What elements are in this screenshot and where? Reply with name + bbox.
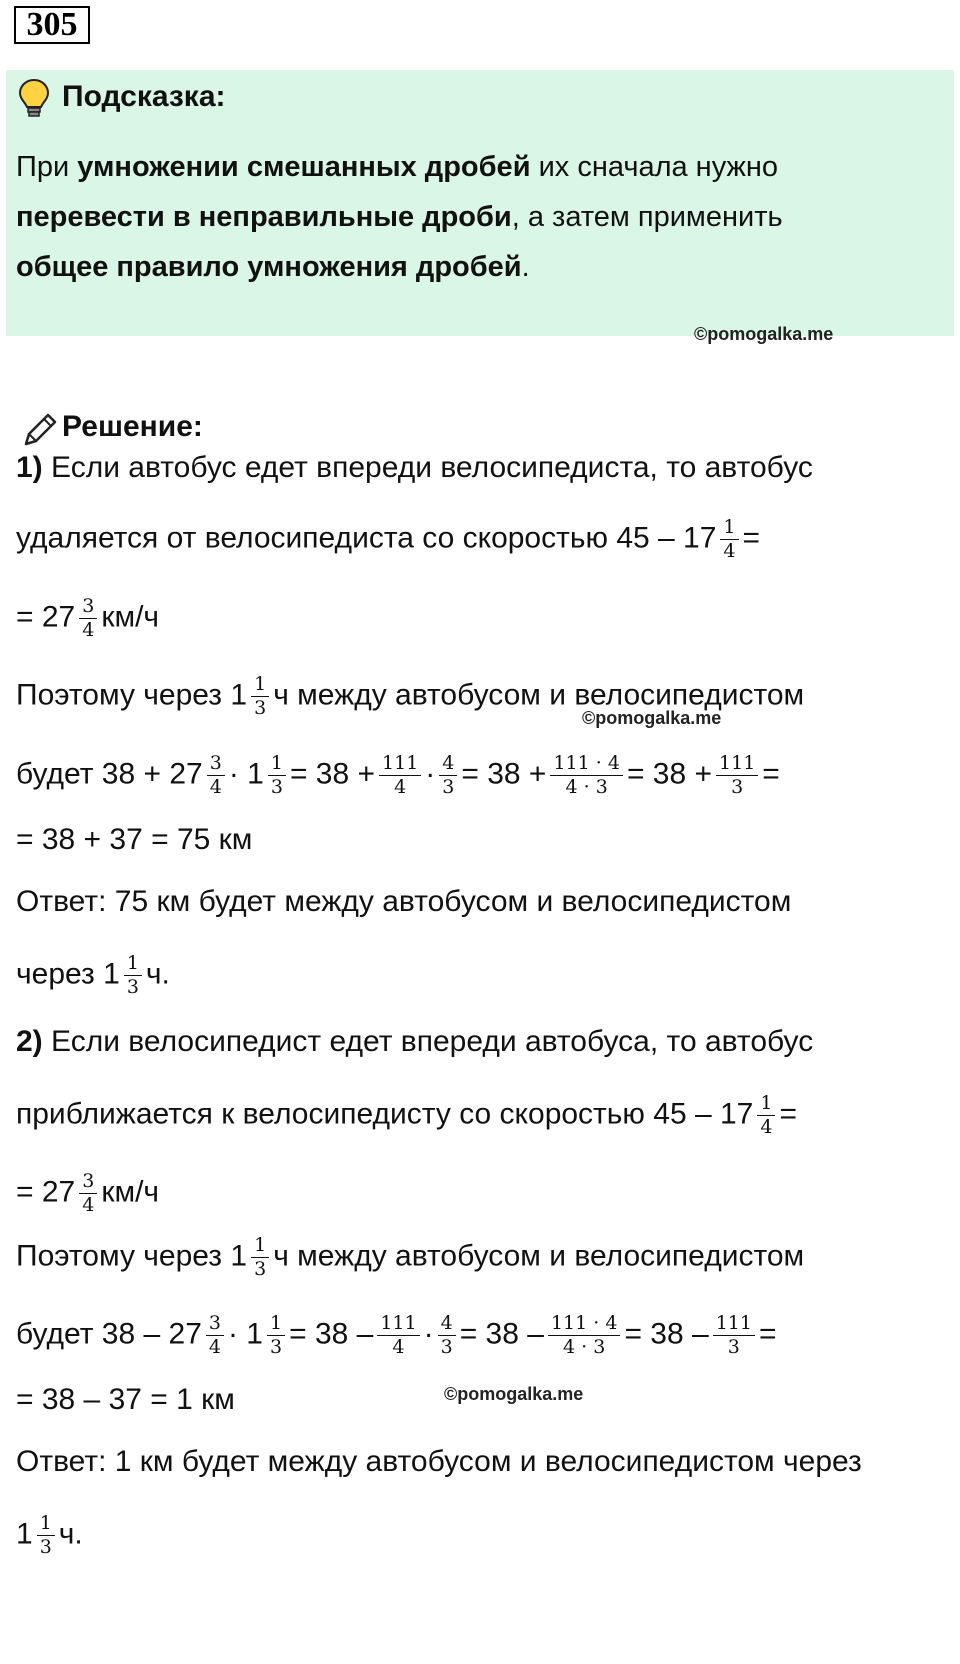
text-segment: = 27 [16, 600, 76, 634]
denominator: 4 [392, 1336, 405, 1358]
text-segment: перевести в неправильные дроби [16, 201, 512, 233]
denominator: 3 [39, 1536, 52, 1558]
fraction [720, 516, 738, 563]
denominator: 3 [254, 1258, 267, 1280]
fraction [438, 1312, 456, 1359]
part2-answer2 [16, 1512, 83, 1559]
text-segment: Если велосипедист едет впереди автобуса, то автобус [42, 1025, 814, 1058]
fraction [550, 752, 622, 799]
fraction [757, 1092, 775, 1139]
denominator: 3 [727, 1336, 740, 1358]
text-segment: · [423, 1317, 434, 1351]
denominator: 3 [440, 1336, 453, 1358]
denominator: 3 [254, 697, 267, 719]
denominator: 4 · 3 [563, 1336, 606, 1358]
numerator: 3 [79, 1170, 97, 1194]
text-segment [16, 242, 783, 292]
part1-answer2 [16, 952, 170, 999]
numerator: 3 [206, 1312, 224, 1336]
fraction [124, 952, 142, 999]
denominator: 4 [82, 1194, 95, 1216]
fraction [379, 752, 421, 799]
denominator: 4 [209, 776, 222, 798]
denominator: 4 [82, 619, 95, 641]
text-segment: удаляется от велосипедиста со скоростью 45 – 17 [16, 521, 717, 555]
text-segment: = [758, 1317, 777, 1351]
part1-line3 [16, 595, 159, 642]
fraction [267, 1312, 285, 1359]
denominator: 3 [442, 776, 455, 798]
fraction [207, 752, 225, 799]
lightbulb-icon [18, 78, 50, 118]
numerator: 111 [716, 752, 758, 776]
text-segment: = 38 – [624, 1317, 709, 1351]
denominator: 3 [270, 776, 283, 798]
numerator: 4 [439, 752, 457, 776]
text-segment: 1) [16, 451, 43, 484]
numerator: 3 [207, 752, 225, 776]
text-segment: будет 38 + 27 [16, 757, 203, 791]
text-segment: общее правило умножения дробей [16, 251, 522, 283]
part2-line4 [16, 1234, 804, 1281]
fraction [251, 673, 269, 720]
text-segment: = 27 [16, 1175, 76, 1209]
text-segment: = [762, 757, 780, 791]
text-segment: будет 38 – 27 [16, 1317, 202, 1351]
part2-line2: приближается к велосипедисту со скоростью 45 – 17 $\frac{1}{4}$ = [16, 1092, 797, 1138]
text-segment: км/ч [101, 600, 160, 634]
text-segment: 1 [16, 1517, 33, 1551]
text-segment: = 38 + [626, 757, 713, 791]
hint-text [16, 142, 783, 292]
fraction [79, 595, 97, 642]
denominator: 4 · 3 [565, 776, 608, 798]
text-segment: через 1 [16, 957, 120, 991]
denominator: 3 [270, 1336, 283, 1358]
fraction [439, 752, 457, 799]
text-segment: их сначала нужно [530, 151, 779, 183]
task-number: 305 [14, 6, 90, 44]
fraction [713, 1312, 755, 1359]
numerator: 1 [720, 516, 738, 540]
text-segment: ч между автобусом и велосипедистом [273, 678, 805, 712]
numerator: 4 [438, 1312, 456, 1336]
part2-line6: = 38 – 37 = 1 км [16, 1383, 235, 1416]
denominator: 3 [731, 776, 744, 798]
fraction [268, 752, 286, 799]
numerator: 1 [124, 952, 142, 976]
text-segment: Поэтому через 1 [16, 678, 248, 712]
numerator: 111 · 4 [548, 1312, 620, 1336]
denominator: 3 [126, 976, 139, 998]
text-segment: · [425, 757, 436, 791]
denominator: 4 [723, 540, 736, 562]
numerator: 1 [251, 673, 269, 697]
part2-line1 [16, 1024, 813, 1060]
numerator: 111 · 4 [550, 752, 622, 776]
numerator: 3 [79, 595, 97, 619]
text-segment: = 38 + [461, 757, 547, 791]
denominator: 4 [394, 776, 407, 798]
text-segment: При [16, 151, 78, 183]
numerator: 111 [713, 1312, 755, 1336]
text-segment: ч. [58, 1517, 83, 1551]
part1-line6: = 38 + 37 = 75 км [16, 823, 253, 856]
text-segment: умножении смешанных дробей [77, 151, 531, 183]
denominator: 4 [760, 1116, 773, 1138]
fraction [716, 752, 758, 799]
text-segment: км/ч [101, 1175, 160, 1209]
text-segment: . [521, 251, 530, 283]
text-segment: Поэтому через 1 [16, 1239, 248, 1273]
text-segment: Если автобус едет впереди велосипедиста, то автобус [42, 451, 813, 484]
fraction [79, 1170, 97, 1217]
text-segment: = 38 – [459, 1317, 544, 1351]
fraction [377, 1312, 419, 1359]
text-segment [16, 192, 783, 242]
text-segment: ч. [145, 957, 170, 991]
text-segment: · 1 [227, 1317, 263, 1351]
part1-line1 [16, 450, 813, 486]
fraction [251, 1234, 269, 1281]
part1-line5 [16, 752, 780, 799]
text-segment: = 38 + [289, 757, 376, 791]
part2-line5 [16, 1312, 776, 1359]
solution-title: Решение: [62, 410, 203, 443]
watermark: ©pomogalka.me [694, 324, 834, 344]
text-segment: ч между автобусом и велосипедистом [273, 1239, 805, 1273]
fraction [548, 1312, 620, 1359]
part2-answer: Ответ: 1 км будет между автобусом и велосипедистом через [16, 1445, 862, 1478]
numerator: 1 [267, 1312, 285, 1336]
numerator: 1 [37, 1512, 55, 1536]
hint-title: Подсказка: [62, 80, 226, 113]
fraction [37, 1512, 55, 1559]
text-segment: = 38 – [289, 1317, 374, 1351]
text-segment [16, 142, 783, 192]
part1-line2: удаляется от велосипедиста со скоростью 45 – 17 $\frac{1}{4}$ = [16, 516, 761, 562]
numerator: 1 [251, 1234, 269, 1258]
numerator: 111 [379, 752, 421, 776]
numerator: 1 [757, 1092, 775, 1116]
part1-answer: Ответ: 75 км будет между автобусом и велосипедистом [16, 885, 792, 918]
part2-line3 [16, 1170, 159, 1217]
pencil-icon [20, 410, 60, 450]
text-segment: 2) [16, 1025, 43, 1058]
numerator: 111 [377, 1312, 419, 1336]
denominator: 4 [208, 1336, 221, 1358]
watermark: ©pomogalka.me [444, 1384, 584, 1404]
text-segment: , а затем применить [511, 201, 783, 233]
numerator: 1 [268, 752, 286, 776]
fraction [206, 1312, 224, 1359]
text-segment: · 1 [228, 757, 264, 791]
text-segment: приближается к велосипедисту со скоростью 45 – 17 [16, 1097, 754, 1131]
watermark: ©pomogalka.me [582, 708, 722, 728]
